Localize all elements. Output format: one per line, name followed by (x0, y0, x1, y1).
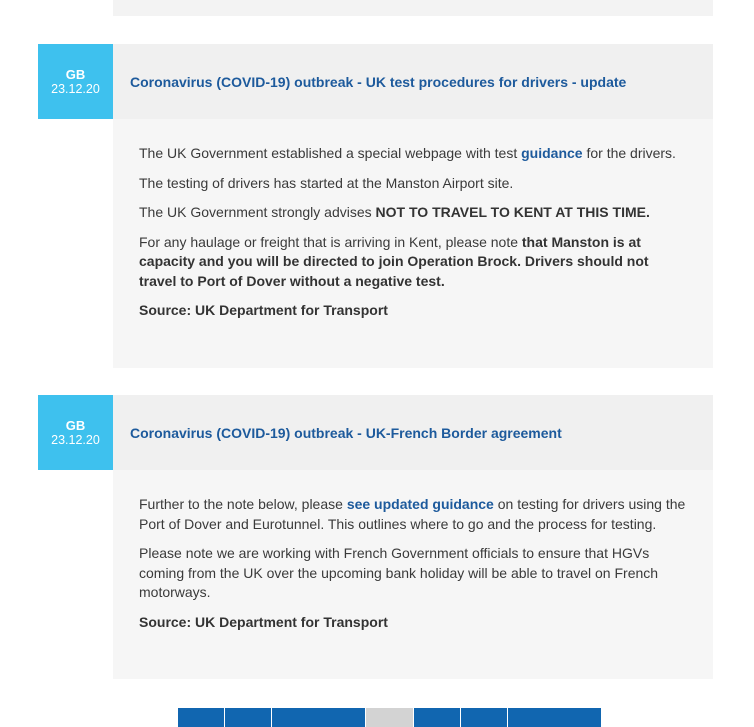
source-text: Source: UK Department for Transport (139, 302, 388, 318)
news-item (38, 44, 713, 368)
bold-text: NOT TO TRAVEL TO KENT AT THIS TIME. (375, 204, 650, 220)
news-title-link[interactable]: Coronavirus (COVID-19) outbreak - UK test procedures for drivers - update (130, 73, 627, 90)
pagination-page-button[interactable] (414, 708, 461, 727)
paragraph: The testing of drivers has started at the Manston Airport site. (139, 174, 514, 191)
paragraph (139, 233, 687, 292)
text: The UK Government established a special webpage with test (139, 145, 522, 161)
text: For any haulage or freight that is arriving in Kent, please note (139, 233, 522, 250)
pagination-page-button[interactable] (272, 708, 366, 727)
news-header (51, 395, 713, 470)
country-code: GB (65, 66, 86, 82)
pagination-prev-button[interactable] (225, 708, 272, 727)
source-line (139, 613, 687, 633)
source-line (139, 301, 687, 321)
paragraph (139, 144, 687, 164)
news-item (38, 395, 713, 679)
news-date: 23.12.20 (51, 81, 100, 96)
country-code: GB (65, 417, 86, 433)
news-body (113, 119, 713, 368)
see-updated-guidance-link[interactable]: see updated guidance (346, 496, 494, 512)
news-header (51, 44, 713, 119)
paragraph (139, 495, 687, 534)
previous-news-item-tail (113, 0, 713, 16)
guidance-link[interactable]: guidance (521, 145, 583, 161)
text: Further to the note below, please (139, 496, 347, 512)
text: The UK Government strongly advises (139, 204, 376, 220)
pagination (178, 708, 601, 727)
date-box (38, 44, 113, 119)
paragraph: Please note we are working with French Government officials to ensure that HGVs coming from the UK over the upcoming bank holiday will be able to travel on French motorways. (139, 545, 659, 600)
source-text: Source: UK Department for Transport (139, 613, 388, 630)
pagination-next-button[interactable] (461, 708, 508, 727)
pagination-current-page[interactable] (366, 708, 414, 727)
date-box (38, 395, 113, 470)
text: on testing for drivers using the Port of Dover and Eurotunnel. This outlines where to go and the process for testing. (139, 496, 686, 532)
paragraph (139, 203, 687, 223)
news-title-link[interactable]: Coronavirus (COVID-19) outbreak - UK-French Border agreement (130, 424, 562, 441)
bold-text: that Manston is at capacity and you will be directed to join Operation Brock. Drivers should not travel to Port of Dover without a negative test. (139, 233, 649, 289)
pagination-last-button[interactable] (508, 708, 601, 727)
news-body (113, 470, 713, 679)
text: for the drivers. (582, 145, 676, 161)
news-date: 23.12.20 (51, 432, 100, 447)
pagination-first-button[interactable] (178, 708, 225, 727)
